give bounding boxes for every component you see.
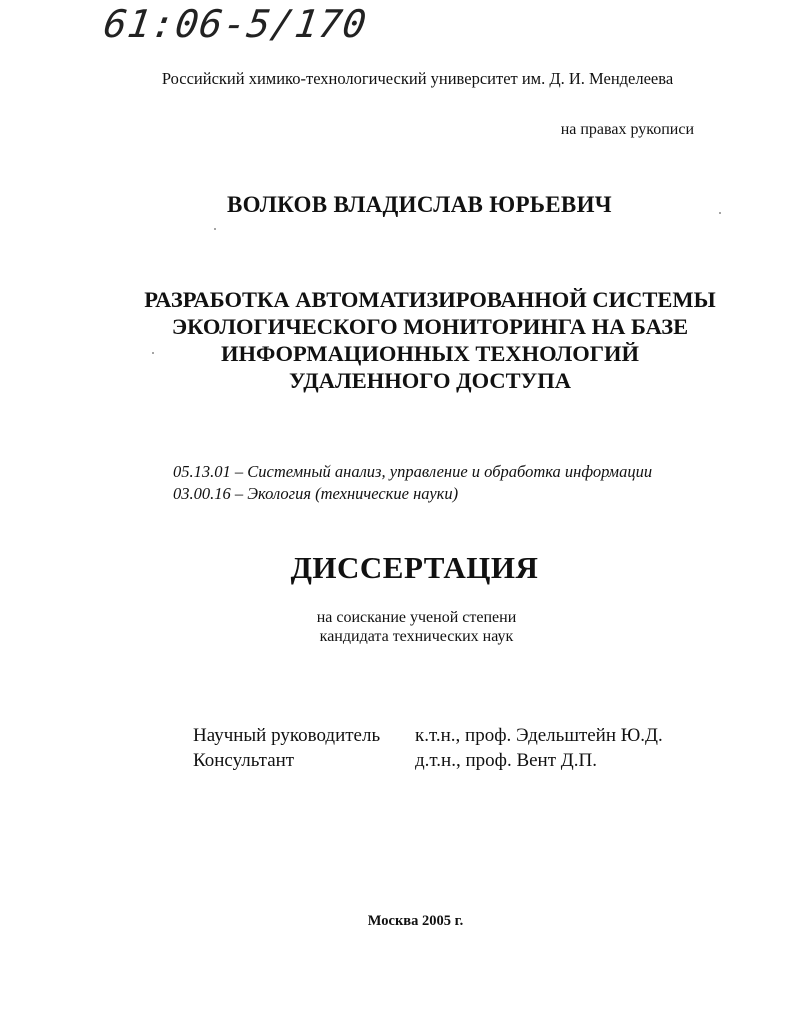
supervisor-role: Научный руководитель <box>193 725 381 746</box>
document-type: ДИССЕРТАЦИЯ <box>290 550 539 585</box>
consultant-person: д.т.н., проф. Вент Д.П. <box>415 750 597 771</box>
supervisor-person: к.т.н., проф. Эдельштейн Ю.Д. <box>415 725 663 746</box>
rights-note: на правах рукописи <box>560 121 694 138</box>
scan-speck <box>214 228 216 230</box>
supervisor-row <box>193 723 663 748</box>
specialty-line: 05.13.01 – Системный анализ, управление и обработка информации <box>173 462 653 481</box>
scan-speck <box>719 212 721 214</box>
consultant-row <box>193 748 663 773</box>
city-year: Москва 2005 г. <box>367 913 464 929</box>
title-line: ЭКОЛОГИЧЕСКОГО МОНИТОРИНГА НА БАЗЕ <box>171 314 689 339</box>
specialty-line: 03.00.16 – Экология (технические науки) <box>173 484 459 503</box>
dissertation-title <box>110 286 750 394</box>
degree-line: на соискание ученой степени <box>316 609 517 626</box>
supervisors-block <box>193 723 663 773</box>
university-name: Российский химико-технологический университет им. Д. И. Менделеева <box>161 69 674 88</box>
handwritten-catalog-code: 61:06-5/170 <box>100 2 370 46</box>
author-name: ВОЛКОВ ВЛАДИСЛАВ ЮРЬЕВИЧ <box>227 192 612 217</box>
scan-speck <box>152 352 154 354</box>
title-line: ИНФОРМАЦИОННЫХ ТЕХНОЛОГИЙ <box>220 341 640 366</box>
degree-statement <box>0 608 799 646</box>
title-line: РАЗРАБОТКА АВТОМАТИЗИРОВАННОЙ СИСТЕМЫ <box>144 287 716 312</box>
specialty-codes <box>173 461 652 505</box>
title-line: УДАЛЕННОГО ДОСТУПА <box>289 368 571 393</box>
consultant-role: Консультант <box>193 750 295 771</box>
degree-line: кандидата технических наук <box>319 628 514 645</box>
